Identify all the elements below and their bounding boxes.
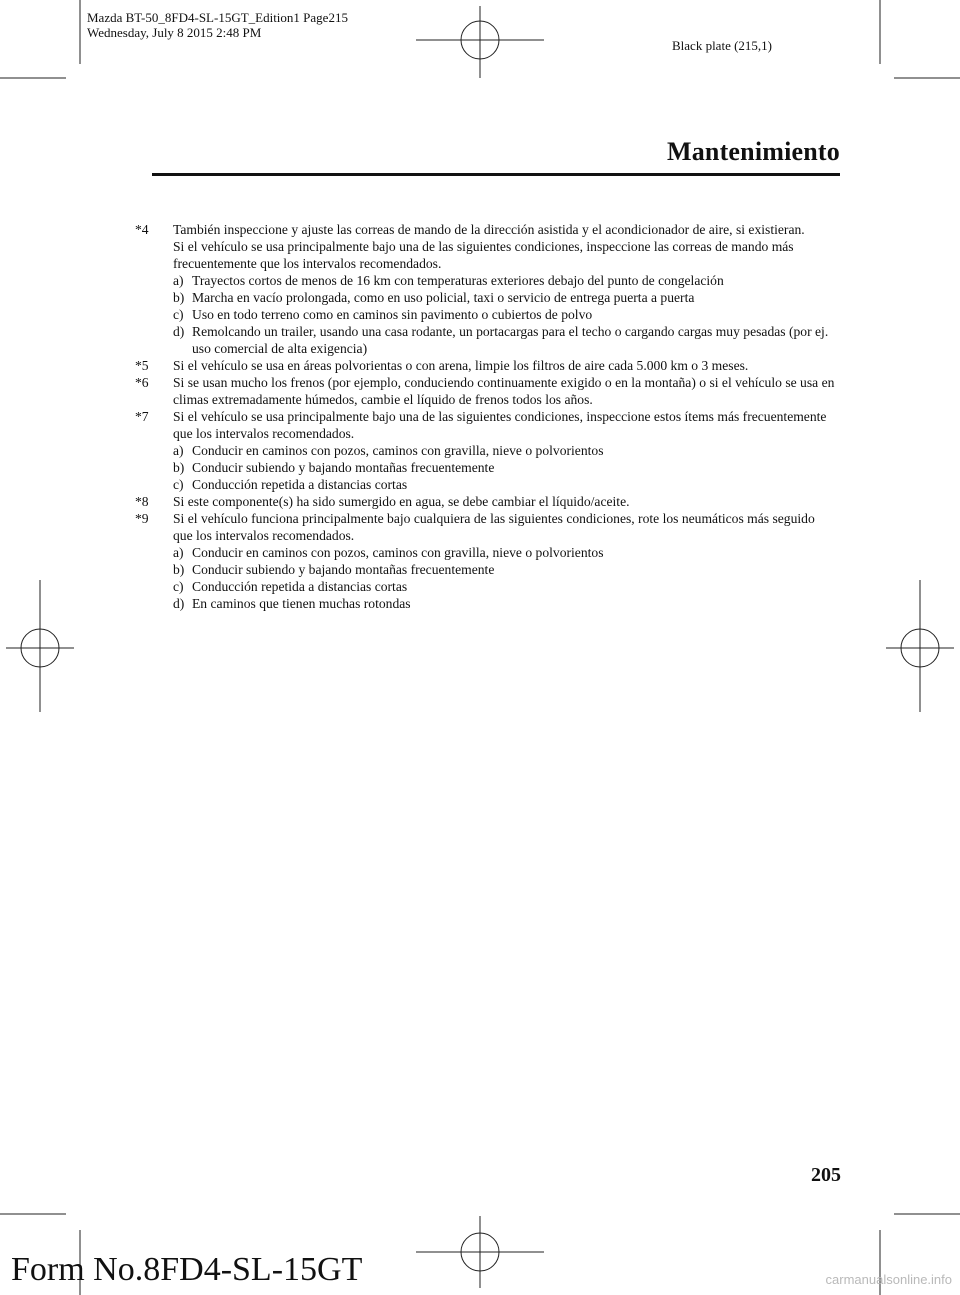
condition-text: Uso en todo terreno como en caminos sin pavimento o cubiertos de polvo <box>192 307 593 322</box>
footnote-8 <box>135 493 835 510</box>
form-number: Form No.8FD4-SL-15GT <box>11 1251 363 1288</box>
condition-item <box>173 544 835 561</box>
condition-item <box>173 289 835 306</box>
condition-text: Conducir en caminos con pozos, caminos con gravilla, nieve o polvorientos <box>192 545 604 560</box>
condition-text: En caminos que tienen muchas rotondas <box>192 596 411 611</box>
condition-letter: c) <box>173 307 184 322</box>
condition-item <box>173 459 835 476</box>
condition-text: Trayectos cortos de menos de 16 km con temperaturas exteriores debajo del punto de congelación <box>192 273 724 288</box>
condition-item <box>173 442 835 459</box>
footnote-5 <box>135 357 835 374</box>
title-rule <box>152 173 840 176</box>
condition-letter: d) <box>173 324 185 339</box>
condition-letter: b) <box>173 460 185 475</box>
footnote-4 <box>135 221 835 357</box>
job-line-2: Wednesday, July 8 2015 2:48 PM <box>87 25 262 40</box>
condition-item <box>173 476 835 493</box>
page-number: 205 <box>811 1164 841 1186</box>
condition-item <box>173 272 835 289</box>
footnote-marker: *9 <box>135 511 149 526</box>
condition-text: Conducir subiendo y bajando montañas frecuentemente <box>192 460 495 475</box>
footnote-marker: *8 <box>135 494 149 509</box>
footnotes-list <box>135 221 835 612</box>
condition-letter: a) <box>173 273 184 288</box>
condition-text: Conducir en caminos con pozos, caminos con gravilla, nieve o polvorientos <box>192 443 604 458</box>
condition-letter: c) <box>173 477 184 492</box>
footnote-paragraph: Si el vehículo funciona principalmente bajo cualquiera de las siguientes condiciones, rote los neumáticos más seguido que los intervalos recomendados. <box>173 511 815 543</box>
condition-text: Marcha en vacío prolongada, como en uso policial, taxi o servicio de entrega puerta a puerta <box>192 290 695 305</box>
job-info <box>87 10 348 40</box>
condition-letter: b) <box>173 290 185 305</box>
footnote-paragraph: Si el vehículo se usa principalmente bajo una de las siguientes condiciones, inspeccione estos ítems más frecuentemente que los intervalos recomendados. <box>173 409 827 441</box>
watermark: carmanualsonline.info <box>825 1272 952 1287</box>
registration-target-left <box>6 580 74 712</box>
condition-text: Conducción repetida a distancias cortas <box>192 477 408 492</box>
condition-letter: b) <box>173 562 185 577</box>
condition-letter: d) <box>173 596 185 611</box>
footnote-marker: *6 <box>135 375 149 390</box>
condition-text: Conducción repetida a distancias cortas <box>192 579 408 594</box>
registration-target-bottom <box>416 1216 544 1288</box>
condition-text: Conducir subiendo y bajando montañas frecuentemente <box>192 562 495 577</box>
footnote-marker: *7 <box>135 409 149 424</box>
footnote-6 <box>135 374 835 408</box>
footnote-paragraph: Si este componente(s) ha sido sumergido en agua, se debe cambiar el líquido/aceite. <box>173 494 630 509</box>
condition-letter: c) <box>173 579 184 594</box>
job-line-1: Mazda BT-50_8FD4-SL-15GT_Edition1 Page215 <box>87 10 348 25</box>
footnote-paragraph: También inspeccione y ajuste las correas de mando de la dirección asistida y el acondicionador de aire, si existieran. <box>173 222 805 237</box>
registration-target-right <box>886 580 954 712</box>
footnote-paragraph: Si se usan mucho los frenos (por ejemplo, conduciendo continuamente exigido o en la montaña) o si el vehículo se usa en climas extremadamente húmedos, cambie el líquido de frenos todos los años. <box>173 375 835 407</box>
plate-label: Black plate (215,1) <box>672 38 772 53</box>
footnote-marker: *5 <box>135 358 149 373</box>
condition-item <box>173 595 835 612</box>
condition-item <box>173 306 835 323</box>
footnote-paragraph: Si el vehículo se usa principalmente bajo una de las siguientes condiciones, inspeccione las correas de mando más frecuentemente que los intervalos recomendados. <box>173 239 794 271</box>
condition-item <box>173 578 835 595</box>
condition-item <box>173 561 835 578</box>
condition-item <box>173 323 835 357</box>
section-title: Mantenimiento <box>666 137 840 166</box>
condition-letter: a) <box>173 443 184 458</box>
condition-letter: a) <box>173 545 184 560</box>
footnote-9 <box>135 510 835 612</box>
condition-text: Remolcando un trailer, usando una casa rodante, un portacargas para el techo o cargando cargas muy pesadas (por ej. uso comercial de alta exigencia) <box>192 324 829 356</box>
footnote-paragraph: Si el vehículo se usa en áreas polvorientas o con arena, limpie los filtros de aire cada 5.000 km o 3 meses. <box>173 358 749 373</box>
footnote-marker: *4 <box>135 222 149 237</box>
footnote-7 <box>135 408 835 493</box>
registration-target-top <box>416 6 544 78</box>
